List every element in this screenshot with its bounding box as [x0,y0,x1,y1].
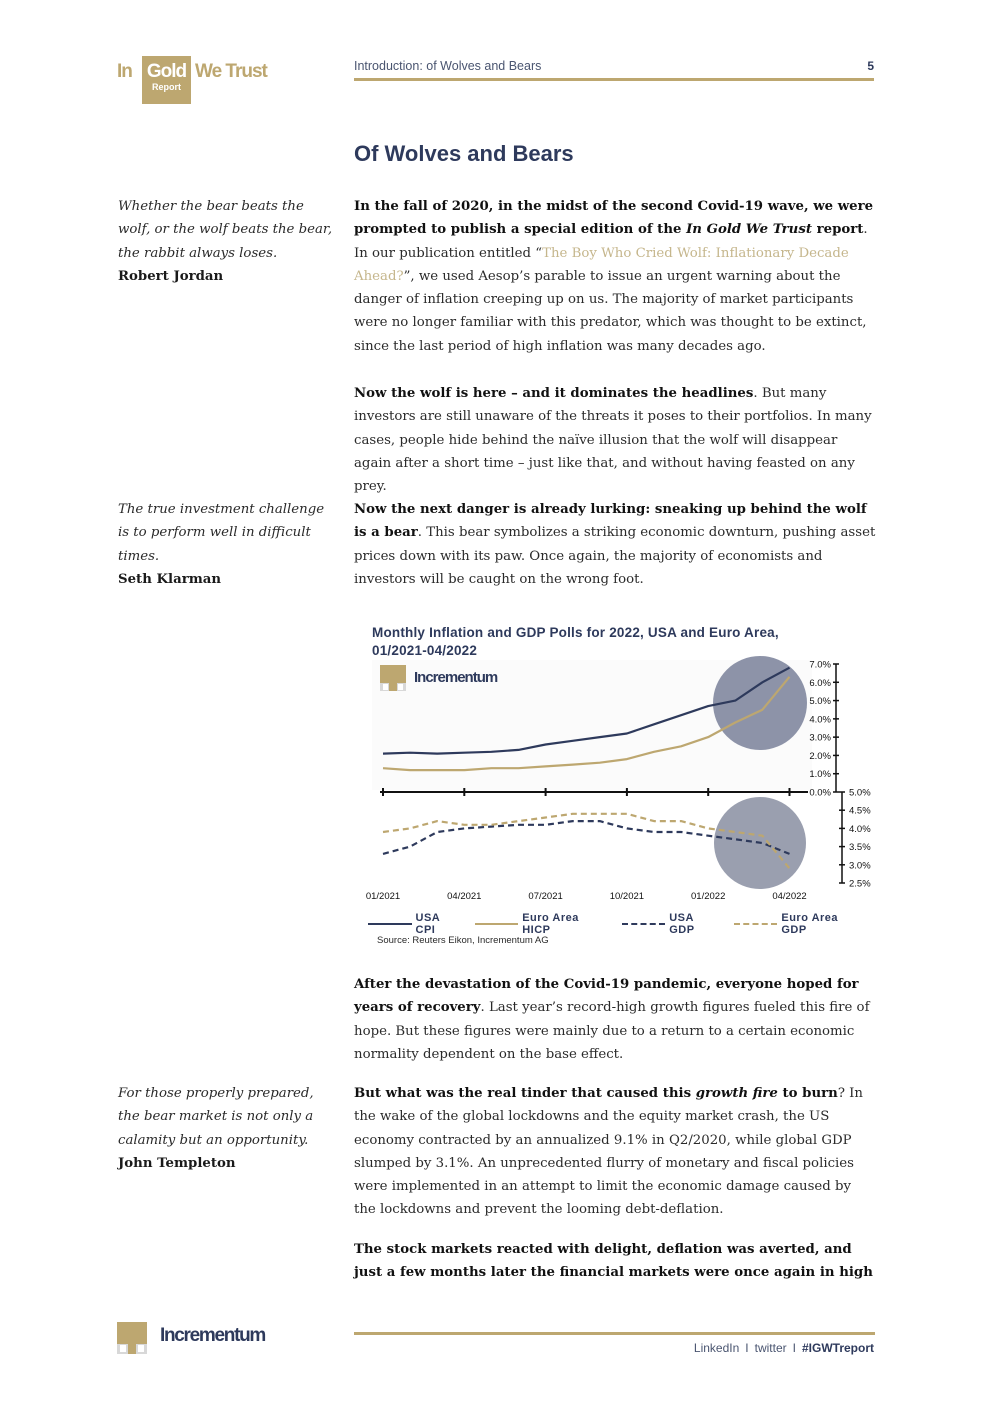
lead-bold: Now the next danger is already lurking: sneaking up behind the wolf is a bear [354,502,867,541]
running-header-title: Introduction: of Wolves and Bears [354,59,542,73]
chart-logo-text: Incrementum [414,669,498,686]
dashed-line-icon [622,923,666,925]
quote-author: John Templeton [118,1155,236,1171]
paragraph-4 [354,973,876,1066]
separator: I [745,1341,749,1355]
y-tick-label: 4.0% [849,823,871,835]
growth-fire-emphasis: growth fire [695,1086,778,1101]
legend-label: Euro Area GDP [781,912,839,936]
body-text: . But many investors are still unaware of the threats it poses to their portfolios. In many cases, people hide behind the naïve illusion that the wolf will disappear again after a short time – just like that, and without having feasted on any prey. [354,386,872,495]
quote-text: Whether the bear beats the wolf, or the wolf beats the bear, the rabbit always loses. [118,199,333,261]
chart-legend [368,912,878,936]
sidebar-quote-2 [118,498,333,591]
body-text: . This bear symbolizes a striking economic downturn, pushing asset prices down with its paw. Once again, the majority of economists and investors will be caught on the wrong foot. [354,525,876,587]
y-tick-label: 3.5% [849,842,871,854]
sidebar-quote-1 [118,195,333,288]
legend-usa-gdp [622,912,722,936]
logo-word-in: In [117,61,132,82]
body-text: ”, we used Aesop’s parable to issue an urgent warning about the danger of inflation creeping up on us. The majority of market participants were no longer familiar with this predator, which was thought to be extinct, since the last period of high inflation was many decades ago. [354,268,867,354]
lead-bold: Now the wolf is here – and it dominates the headlines [354,386,754,401]
report-name: In Gold We Trust [686,222,812,238]
lead-bold: The stock markets reacted with delight, deflation was averted, and just a few months later the financial markets were once again in high [354,1242,873,1281]
logo-gold-box [142,56,191,104]
legend-euro-hicp [475,912,610,936]
paragraph-1 [354,195,876,358]
y-axis-inflation-ticks [809,660,839,799]
x-tick-label: 10/2021 [609,891,645,902]
linkedin-link[interactable]: LinkedIn [693,1341,740,1355]
y-tick-label: 2.5% [849,878,871,890]
in-gold-we-trust-logo [117,56,287,104]
incrementum-chart-logo-icon [380,665,408,691]
x-tick-label: 07/2021 [528,891,563,902]
y-tick-label: 4.0% [809,714,831,726]
chart-source: Source: Reuters Eikon, Incrementum AG [377,935,549,946]
body-text: . In our publication entitled “ [354,222,868,261]
y-tick-label: 4.5% [849,805,871,817]
paragraph-2 [354,382,876,498]
solid-line-icon [368,923,412,925]
chart-title: Monthly Inflation and GDP Polls for 2022, USA and Euro Area, 01/2021-04/2022 [372,625,779,658]
legend-label: USA GDP [669,912,695,936]
x-axis-labels [366,891,807,902]
page-title: Of Wolves and Bears [354,141,574,166]
inflation-gdp-chart [355,655,885,905]
body-text: ? In the wake of the global lockdowns and the equity market crash, the US economy contracted by an annualized 9.1% in Q2/2020, while global GDP slumped by 3.1%. An unprecedented flurry of monetary and fiscal policies were implemented in an attempt to limit the economic damage caused by the lockdowns and prevent the looming debt-deflation. [354,1086,864,1218]
x-tick-label: 01/2021 [365,891,401,902]
y-tick-label: 3.0% [849,860,871,872]
x-tick-label: 04/2021 [447,891,482,902]
paragraph-6 [354,1238,876,1285]
quote-text: For those properly prepared, the bear market is not only a calamity but an opportunity. [118,1086,314,1148]
legend-label: Euro Area HICP [522,912,579,936]
lead-bold: After the devastation of the Covid-19 pandemic, everyone hoped for years of recovery [354,977,859,1016]
y-tick-label: 6.0% [809,677,831,689]
lead-bold: In the fall of 2020, in the midst of the second Covid-19 wave, we were prompted to publish a special edition of the [354,199,874,238]
y-tick-label: 5.0% [809,696,831,708]
page-number: 5 [867,59,874,73]
logo-word-gold: Gold [146,61,187,82]
separator: I [792,1341,796,1355]
twitter-link[interactable]: twitter [754,1341,787,1355]
footer-divider [354,1332,875,1335]
legend-label: USA CPI [415,912,440,936]
footer-logo-text: Incrementum [160,1325,266,1346]
x-tick-label: 01/2022 [691,891,726,902]
legend-euro-gdp [734,912,866,936]
lead-bold-end: report [811,222,864,238]
dashed-line-icon [734,923,778,925]
y-axis-gdp-ticks [839,788,871,890]
logo-word-we-trust: We Trust [195,61,267,82]
header-divider [354,78,874,81]
quote-text: The true investment challenge is to perform well in difficult times. [118,502,325,564]
x-tick-label: 04/2022 [772,891,807,902]
lead-bold-end: to burn [777,1086,838,1101]
y-tick-label: 0.0% [809,787,831,799]
quote-author: Robert Jordan [118,268,224,284]
logo-word-report: Report [152,82,181,92]
hashtag-link[interactable]: #IGWTreport [801,1341,874,1355]
body-text: . Last year’s record-high growth figures fueled this fire of hope. But these figures were mainly due to a return to a certain economic normality dependent on the base effect. [354,1000,870,1062]
publication-link[interactable]: The Boy Who Cried Wolf: Inflationary Decade Ahead? [354,245,849,284]
paragraph-3 [354,498,876,591]
quote-author: Seth Klarman [118,571,222,587]
y-tick-label: 3.0% [809,732,831,744]
y-tick-label: 2.0% [809,750,831,762]
y-tick-label: 1.0% [809,769,831,781]
lead-bold: But what was the real tinder that caused this [354,1086,696,1101]
legend-usa-cpi [368,912,463,936]
sidebar-quote-3 [118,1082,333,1175]
y-tick-label: 5.0% [849,787,871,799]
y-tick-label: 7.0% [809,659,831,671]
incrementum-footer-logo-icon [117,1322,149,1354]
solid-line-icon [475,923,519,925]
paragraph-5 [354,1082,876,1222]
footer-links [600,1341,874,1355]
